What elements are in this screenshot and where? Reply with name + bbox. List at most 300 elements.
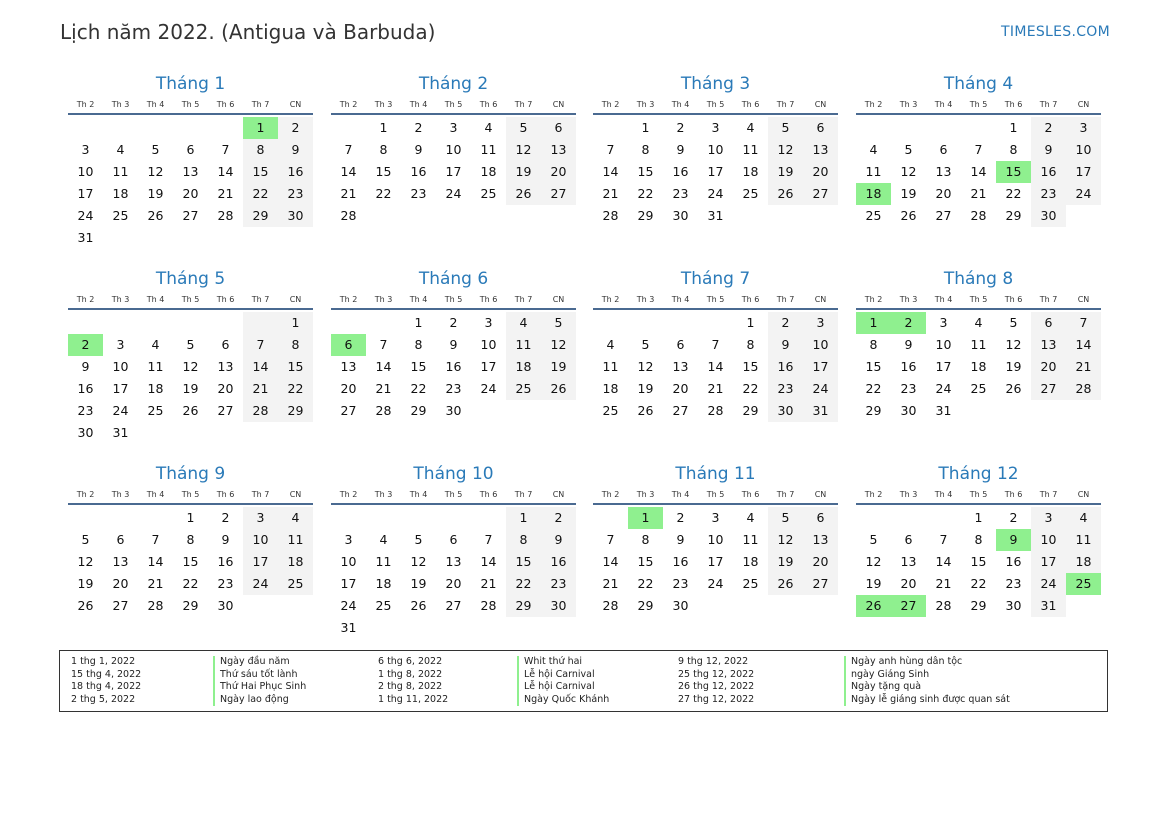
day-cell[interactable]: 22	[410, 381, 427, 396]
day-cell[interactable]: 7	[606, 142, 615, 157]
day-cell[interactable]: 27	[803, 183, 838, 205]
day-cell[interactable]: 15	[243, 161, 278, 183]
day-cell[interactable]: 25	[375, 598, 392, 613]
day-cell[interactable]: 29	[637, 208, 654, 223]
day-cell[interactable]: 30	[77, 425, 94, 440]
day-cell[interactable]: 13	[445, 554, 462, 569]
day-cell[interactable]: 30	[672, 598, 689, 613]
day-cell[interactable]: 31	[935, 403, 952, 418]
day-cell[interactable]: 21	[707, 381, 724, 396]
day-cell[interactable]: 3	[939, 315, 948, 330]
day-cell[interactable]: 31	[77, 230, 94, 245]
day-cell[interactable]: 6	[676, 337, 685, 352]
day-cell[interactable]: 20	[182, 186, 199, 201]
day-cell[interactable]: 16	[672, 164, 689, 179]
day-cell[interactable]: 30	[672, 208, 689, 223]
day-cell[interactable]: 14	[602, 554, 619, 569]
day-cell[interactable]: 26	[768, 573, 803, 595]
day-cell[interactable]: 31	[1031, 595, 1066, 617]
day-cell[interactable]: 27	[217, 403, 234, 418]
day-cell[interactable]: 8	[641, 142, 650, 157]
day-cell[interactable]: 1	[379, 120, 388, 135]
day-cell[interactable]: 28	[602, 208, 619, 223]
day-cell[interactable]: 2	[1009, 510, 1018, 525]
day-cell[interactable]: 6	[939, 142, 948, 157]
day-cell[interactable]: 8	[1009, 142, 1018, 157]
day-cell[interactable]: 5	[904, 142, 913, 157]
day-cell[interactable]: 10	[243, 529, 278, 551]
day-cell[interactable]: 14	[602, 164, 619, 179]
day-cell[interactable]: 27	[445, 598, 462, 613]
brand-logo-text[interactable]: TIMESLES.COM	[1001, 24, 1110, 40]
day-cell[interactable]: 19	[77, 576, 94, 591]
day-cell[interactable]: 20	[672, 381, 689, 396]
day-cell[interactable]: 11	[970, 337, 987, 352]
day-cell[interactable]: 6	[449, 532, 458, 547]
day-cell[interactable]: 12	[410, 554, 427, 569]
day-cell[interactable]: 2	[449, 315, 458, 330]
day-cell[interactable]: 13	[541, 139, 576, 161]
day-cell[interactable]: 28	[340, 208, 357, 223]
day-cell[interactable]: 22	[375, 186, 392, 201]
day-cell[interactable]: 10	[445, 142, 462, 157]
day-cell[interactable]: 26	[182, 403, 199, 418]
day-cell[interactable]: 20	[217, 381, 234, 396]
day-cell[interactable]: 30	[278, 205, 313, 227]
day-cell[interactable]: 7	[606, 532, 615, 547]
day-cell[interactable]: 8	[414, 337, 423, 352]
day-cell[interactable]: 10	[1066, 139, 1101, 161]
day-cell[interactable]: 11	[506, 334, 541, 356]
day-cell[interactable]: 24	[803, 378, 838, 400]
day-cell[interactable]: 27	[891, 595, 926, 617]
day-cell[interactable]: 16	[278, 161, 313, 183]
day-cell[interactable]: 28	[480, 598, 497, 613]
day-cell[interactable]: 27	[672, 403, 689, 418]
day-cell[interactable]: 15	[637, 554, 654, 569]
day-cell[interactable]: 13	[803, 139, 838, 161]
day-cell[interactable]: 9	[904, 337, 913, 352]
day-cell[interactable]: 12	[506, 139, 541, 161]
day-cell[interactable]: 9	[1031, 139, 1066, 161]
day-cell[interactable]: 4	[116, 142, 125, 157]
day-cell[interactable]: 29	[182, 598, 199, 613]
day-cell[interactable]: 24	[77, 208, 94, 223]
day-cell[interactable]: 23	[217, 576, 234, 591]
day-cell[interactable]: 2	[278, 117, 313, 139]
day-cell[interactable]: 14	[243, 356, 278, 378]
day-cell[interactable]: 1	[628, 507, 663, 529]
day-cell[interactable]: 13	[112, 554, 129, 569]
day-cell[interactable]: 26	[900, 208, 917, 223]
day-cell[interactable]: 23	[1005, 576, 1022, 591]
day-cell[interactable]: 18	[147, 381, 164, 396]
day-cell[interactable]: 18	[506, 356, 541, 378]
day-cell[interactable]: 24	[1066, 183, 1101, 205]
day-cell[interactable]: 21	[935, 576, 952, 591]
day-cell[interactable]: 27	[182, 208, 199, 223]
day-cell[interactable]: 5	[506, 117, 541, 139]
day-cell[interactable]: 1	[506, 507, 541, 529]
day-cell[interactable]: 19	[410, 576, 427, 591]
day-cell[interactable]: 26	[410, 598, 427, 613]
day-cell[interactable]: 14	[480, 554, 497, 569]
day-cell[interactable]: 15	[410, 359, 427, 374]
day-cell[interactable]: 14	[935, 554, 952, 569]
day-cell[interactable]: 7	[1066, 312, 1101, 334]
day-cell[interactable]: 25	[602, 403, 619, 418]
day-cell[interactable]: 3	[1066, 117, 1101, 139]
day-cell[interactable]: 23	[672, 576, 689, 591]
day-cell[interactable]: 23	[541, 573, 576, 595]
day-cell[interactable]: 1	[746, 315, 755, 330]
day-cell[interactable]: 31	[803, 400, 838, 422]
day-cell[interactable]: 22	[637, 576, 654, 591]
day-cell[interactable]: 1	[1009, 120, 1018, 135]
day-cell[interactable]: 5	[81, 532, 90, 547]
day-cell[interactable]: 7	[484, 532, 493, 547]
day-cell[interactable]: 14	[707, 359, 724, 374]
day-cell[interactable]: 23	[672, 186, 689, 201]
day-cell[interactable]: 12	[637, 359, 654, 374]
day-cell[interactable]: 21	[602, 576, 619, 591]
day-cell[interactable]: 12	[182, 359, 199, 374]
day-cell[interactable]: 14	[375, 359, 392, 374]
day-cell[interactable]: 25	[742, 576, 759, 591]
day-cell[interactable]: 5	[541, 312, 576, 334]
day-cell[interactable]: 19	[506, 161, 541, 183]
day-cell[interactable]: 30	[445, 403, 462, 418]
day-cell[interactable]: 18	[480, 164, 497, 179]
day-cell[interactable]: 3	[81, 142, 90, 157]
day-cell[interactable]: 20	[541, 161, 576, 183]
day-cell[interactable]: 21	[375, 381, 392, 396]
day-cell[interactable]: 26	[541, 378, 576, 400]
day-cell[interactable]: 6	[803, 117, 838, 139]
day-cell[interactable]: 2	[1031, 117, 1066, 139]
day-cell[interactable]: 6	[331, 334, 366, 356]
day-cell[interactable]: 2	[221, 510, 230, 525]
day-cell[interactable]: 9	[221, 532, 230, 547]
day-cell[interactable]: 28	[602, 598, 619, 613]
day-cell[interactable]: 28	[147, 598, 164, 613]
day-cell[interactable]: 10	[803, 334, 838, 356]
day-cell[interactable]: 29	[742, 403, 759, 418]
day-cell[interactable]: 6	[803, 507, 838, 529]
day-cell[interactable]: 22	[637, 186, 654, 201]
day-cell[interactable]: 16	[410, 164, 427, 179]
day-cell[interactable]: 26	[77, 598, 94, 613]
day-cell[interactable]: 3	[116, 337, 125, 352]
day-cell[interactable]: 20	[340, 381, 357, 396]
day-cell[interactable]: 23	[768, 378, 803, 400]
day-cell[interactable]: 1	[856, 312, 891, 334]
day-cell[interactable]: 13	[803, 529, 838, 551]
day-cell[interactable]: 14	[970, 164, 987, 179]
day-cell[interactable]: 15	[506, 551, 541, 573]
day-cell[interactable]: 25	[970, 381, 987, 396]
day-cell[interactable]: 14	[147, 554, 164, 569]
day-cell[interactable]: 19	[1005, 359, 1022, 374]
day-cell[interactable]: 8	[278, 334, 313, 356]
day-cell[interactable]: 21	[1066, 356, 1101, 378]
day-cell[interactable]: 9	[676, 142, 685, 157]
day-cell[interactable]: 25	[480, 186, 497, 201]
day-cell[interactable]: 21	[243, 378, 278, 400]
day-cell[interactable]: 10	[707, 142, 724, 157]
day-cell[interactable]: 17	[707, 554, 724, 569]
day-cell[interactable]: 31	[340, 620, 357, 635]
day-cell[interactable]: 28	[935, 598, 952, 613]
day-cell[interactable]: 1	[974, 510, 983, 525]
day-cell[interactable]: 25	[1066, 573, 1101, 595]
day-cell[interactable]: 23	[445, 381, 462, 396]
day-cell[interactable]: 15	[996, 161, 1031, 183]
day-cell[interactable]: 15	[375, 164, 392, 179]
day-cell[interactable]: 18	[278, 551, 313, 573]
day-cell[interactable]: 23	[900, 381, 917, 396]
day-cell[interactable]: 19	[182, 381, 199, 396]
day-cell[interactable]: 6	[116, 532, 125, 547]
day-cell[interactable]: 25	[112, 208, 129, 223]
day-cell[interactable]: 5	[1009, 315, 1018, 330]
day-cell[interactable]: 30	[900, 403, 917, 418]
day-cell[interactable]: 13	[182, 164, 199, 179]
day-cell[interactable]: 4	[974, 315, 983, 330]
day-cell[interactable]: 21	[147, 576, 164, 591]
day-cell[interactable]: 26	[1005, 381, 1022, 396]
day-cell[interactable]: 11	[147, 359, 164, 374]
day-cell[interactable]: 29	[970, 598, 987, 613]
day-cell[interactable]: 20	[935, 186, 952, 201]
day-cell[interactable]: 16	[445, 359, 462, 374]
day-cell[interactable]: 26	[768, 183, 803, 205]
day-cell[interactable]: 1	[414, 315, 423, 330]
day-cell[interactable]: 3	[803, 312, 838, 334]
day-cell[interactable]: 13	[1031, 334, 1066, 356]
day-cell[interactable]: 6	[186, 142, 195, 157]
day-cell[interactable]: 3	[711, 120, 720, 135]
day-cell[interactable]: 6	[221, 337, 230, 352]
day-cell[interactable]: 2	[891, 312, 926, 334]
day-cell[interactable]: 9	[449, 337, 458, 352]
day-cell[interactable]: 22	[278, 378, 313, 400]
day-cell[interactable]: 17	[480, 359, 497, 374]
day-cell[interactable]: 11	[742, 142, 759, 157]
day-cell[interactable]: 9	[81, 359, 90, 374]
day-cell[interactable]: 10	[112, 359, 129, 374]
day-cell[interactable]: 24	[1031, 573, 1066, 595]
day-cell[interactable]: 9	[676, 532, 685, 547]
day-cell[interactable]: 11	[742, 532, 759, 547]
day-cell[interactable]: 12	[77, 554, 94, 569]
day-cell[interactable]: 12	[541, 334, 576, 356]
day-cell[interactable]: 23	[77, 403, 94, 418]
day-cell[interactable]: 20	[445, 576, 462, 591]
day-cell[interactable]: 17	[707, 164, 724, 179]
day-cell[interactable]: 7	[379, 337, 388, 352]
day-cell[interactable]: 19	[768, 551, 803, 573]
day-cell[interactable]: 6	[1031, 312, 1066, 334]
day-cell[interactable]: 4	[746, 510, 755, 525]
day-cell[interactable]: 25	[506, 378, 541, 400]
day-cell[interactable]: 2	[676, 510, 685, 525]
day-cell[interactable]: 18	[602, 381, 619, 396]
day-cell[interactable]: 17	[243, 551, 278, 573]
day-cell[interactable]: 30	[541, 595, 576, 617]
day-cell[interactable]: 9	[768, 334, 803, 356]
day-cell[interactable]: 18	[742, 554, 759, 569]
day-cell[interactable]: 5	[768, 507, 803, 529]
day-cell[interactable]: 2	[768, 312, 803, 334]
day-cell[interactable]: 27	[803, 573, 838, 595]
day-cell[interactable]: 22	[865, 381, 882, 396]
day-cell[interactable]: 11	[480, 142, 497, 157]
day-cell[interactable]: 25	[278, 573, 313, 595]
day-cell[interactable]: 1	[186, 510, 195, 525]
day-cell[interactable]: 3	[243, 507, 278, 529]
day-cell[interactable]: 7	[221, 142, 230, 157]
day-cell[interactable]: 13	[672, 359, 689, 374]
day-cell[interactable]: 25	[865, 208, 882, 223]
day-cell[interactable]: 1	[278, 312, 313, 334]
day-cell[interactable]: 2	[676, 120, 685, 135]
day-cell[interactable]: 8	[641, 532, 650, 547]
day-cell[interactable]: 4	[379, 532, 388, 547]
day-cell[interactable]: 22	[506, 573, 541, 595]
day-cell[interactable]: 16	[672, 554, 689, 569]
day-cell[interactable]: 17	[445, 164, 462, 179]
day-cell[interactable]: 18	[375, 576, 392, 591]
day-cell[interactable]: 5	[641, 337, 650, 352]
day-cell[interactable]: 22	[243, 183, 278, 205]
day-cell[interactable]: 4	[1066, 507, 1101, 529]
day-cell[interactable]: 26	[147, 208, 164, 223]
day-cell[interactable]: 3	[344, 532, 353, 547]
day-cell[interactable]: 19	[637, 381, 654, 396]
day-cell[interactable]: 11	[602, 359, 619, 374]
day-cell[interactable]: 24	[707, 186, 724, 201]
day-cell[interactable]: 10	[1031, 529, 1066, 551]
day-cell[interactable]: 12	[1005, 337, 1022, 352]
day-cell[interactable]: 31	[112, 425, 129, 440]
day-cell[interactable]: 15	[970, 554, 987, 569]
day-cell[interactable]: 11	[375, 554, 392, 569]
day-cell[interactable]: 29	[506, 595, 541, 617]
day-cell[interactable]: 26	[856, 595, 891, 617]
day-cell[interactable]: 24	[340, 598, 357, 613]
day-cell[interactable]: 8	[186, 532, 195, 547]
day-cell[interactable]: 18	[742, 164, 759, 179]
day-cell[interactable]: 3	[484, 315, 493, 330]
day-cell[interactable]: 19	[541, 356, 576, 378]
day-cell[interactable]: 21	[480, 576, 497, 591]
day-cell[interactable]: 13	[900, 554, 917, 569]
day-cell[interactable]: 24	[445, 186, 462, 201]
day-cell[interactable]: 30	[217, 598, 234, 613]
day-cell[interactable]: 22	[182, 576, 199, 591]
day-cell[interactable]: 2	[414, 120, 423, 135]
day-cell[interactable]: 16	[77, 381, 94, 396]
day-cell[interactable]: 17	[77, 186, 94, 201]
day-cell[interactable]: 17	[935, 359, 952, 374]
day-cell[interactable]: 11	[278, 529, 313, 551]
day-cell[interactable]: 17	[112, 381, 129, 396]
day-cell[interactable]: 2	[541, 507, 576, 529]
day-cell[interactable]: 26	[506, 183, 541, 205]
day-cell[interactable]: 5	[186, 337, 195, 352]
day-cell[interactable]: 17	[803, 356, 838, 378]
day-cell[interactable]: 28	[243, 400, 278, 422]
day-cell[interactable]: 16	[900, 359, 917, 374]
day-cell[interactable]: 16	[768, 356, 803, 378]
day-cell[interactable]: 9	[541, 529, 576, 551]
day-cell[interactable]: 8	[746, 337, 755, 352]
day-cell[interactable]: 8	[243, 139, 278, 161]
day-cell[interactable]: 28	[1066, 378, 1101, 400]
day-cell[interactable]: 24	[707, 576, 724, 591]
day-cell[interactable]: 4	[746, 120, 755, 135]
day-cell[interactable]: 23	[1031, 183, 1066, 205]
day-cell[interactable]: 22	[1005, 186, 1022, 201]
day-cell[interactable]: 30	[1005, 598, 1022, 613]
day-cell[interactable]: 15	[637, 164, 654, 179]
day-cell[interactable]: 25	[742, 186, 759, 201]
day-cell[interactable]: 17	[340, 576, 357, 591]
day-cell[interactable]: 19	[865, 576, 882, 591]
day-cell[interactable]: 18	[1066, 551, 1101, 573]
day-cell[interactable]: 22	[970, 576, 987, 591]
day-cell[interactable]: 2	[68, 334, 103, 356]
day-cell[interactable]: 18	[970, 359, 987, 374]
day-cell[interactable]: 13	[935, 164, 952, 179]
day-cell[interactable]: 10	[480, 337, 497, 352]
day-cell[interactable]: 20	[803, 161, 838, 183]
day-cell[interactable]: 15	[865, 359, 882, 374]
day-cell[interactable]: 20	[900, 576, 917, 591]
day-cell[interactable]: 18	[112, 186, 129, 201]
day-cell[interactable]: 9	[278, 139, 313, 161]
day-cell[interactable]: 10	[340, 554, 357, 569]
day-cell[interactable]: 8	[506, 529, 541, 551]
day-cell[interactable]: 22	[742, 381, 759, 396]
day-cell[interactable]: 23	[278, 183, 313, 205]
day-cell[interactable]: 19	[900, 186, 917, 201]
day-cell[interactable]: 14	[217, 164, 234, 179]
day-cell[interactable]: 16	[217, 554, 234, 569]
day-cell[interactable]: 5	[151, 142, 160, 157]
day-cell[interactable]: 7	[939, 532, 948, 547]
day-cell[interactable]: 27	[340, 403, 357, 418]
day-cell[interactable]: 20	[112, 576, 129, 591]
day-cell[interactable]: 27	[112, 598, 129, 613]
day-cell[interactable]: 24	[243, 573, 278, 595]
day-cell[interactable]: 21	[340, 186, 357, 201]
day-cell[interactable]: 28	[375, 403, 392, 418]
day-cell[interactable]: 11	[865, 164, 882, 179]
day-cell[interactable]: 13	[217, 359, 234, 374]
day-cell[interactable]: 28	[217, 208, 234, 223]
day-cell[interactable]: 1	[641, 120, 650, 135]
day-cell[interactable]: 24	[935, 381, 952, 396]
day-cell[interactable]: 10	[77, 164, 94, 179]
day-cell[interactable]: 24	[480, 381, 497, 396]
day-cell[interactable]: 29	[637, 598, 654, 613]
day-cell[interactable]: 12	[900, 164, 917, 179]
day-cell[interactable]: 12	[768, 529, 803, 551]
day-cell[interactable]: 15	[182, 554, 199, 569]
day-cell[interactable]: 28	[970, 208, 987, 223]
